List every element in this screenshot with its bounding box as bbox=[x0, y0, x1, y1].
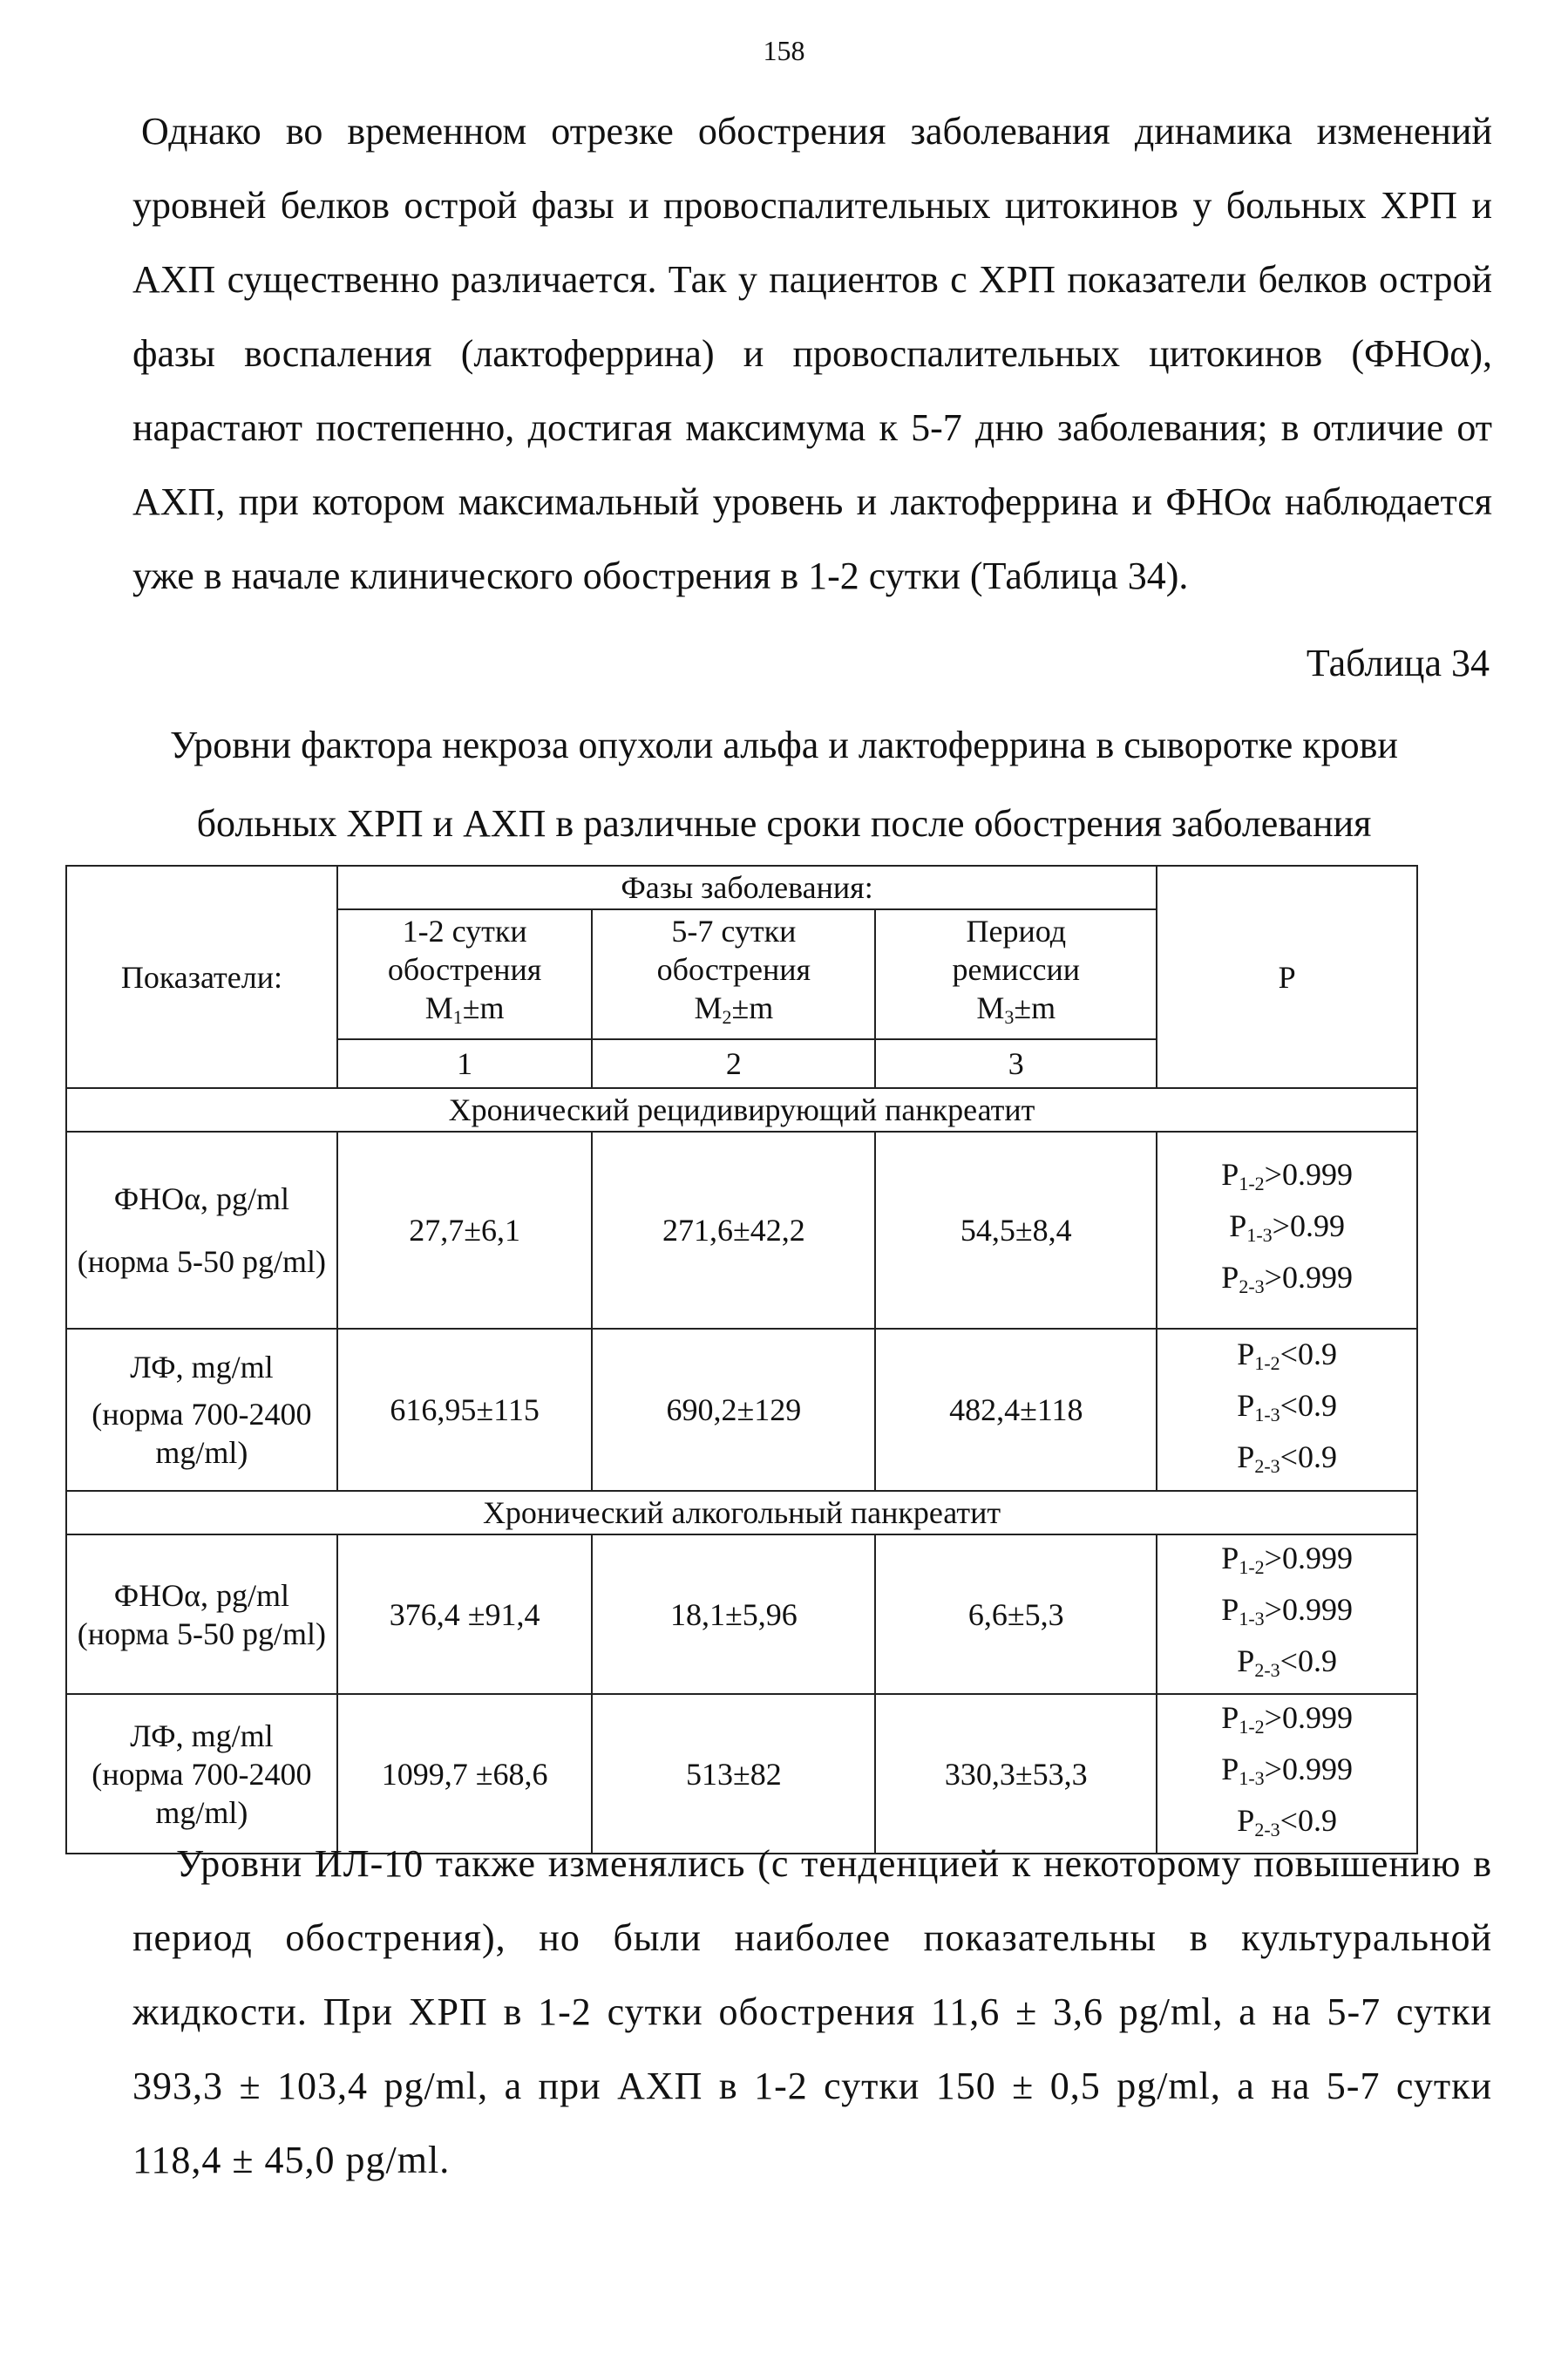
section-title: Хронический алкогольный панкреатит bbox=[66, 1491, 1417, 1534]
col-number-1: 1 bbox=[337, 1039, 593, 1088]
row-value-2: 690,2±129 bbox=[592, 1329, 875, 1491]
page-number: 158 bbox=[763, 35, 805, 66]
table-row bbox=[66, 1329, 1417, 1491]
row-p-values: $P_{1-2}<0.9$ $P_{1-3}<0.9$ $P_{2-3}<0.9$ bbox=[1157, 1329, 1417, 1491]
row-value-3: 482,4±118 bbox=[875, 1329, 1157, 1491]
data-table bbox=[65, 865, 1418, 1854]
header-phases: Фазы заболевания: bbox=[337, 866, 1157, 909]
row-p-values: $P_{1-2}>0.999$ $P_{1-3}>0.99$ $P_{2-3}>0.999$ bbox=[1157, 1132, 1417, 1329]
row-indicator: ЛФ, mg/ml (норма 700-2400 mg/ml) bbox=[66, 1694, 337, 1854]
table-row bbox=[66, 1534, 1417, 1694]
row-value-1: 616,95±115 bbox=[337, 1329, 593, 1491]
header-col-3: Период ремиссии $M_3\pm m$ bbox=[875, 909, 1157, 1039]
row-value-1: 1099,7 ±68,6 bbox=[337, 1694, 593, 1854]
paragraph-intro: Однако во временном отрезке обострения заболевания динамика изменений уровней белков острой фазы и провоспалительных цитокинов у больных ХРП и АХП существенно различается. Так у пациентов с ХРП показатели белков острой фазы воспаления (лактоферрина) и провоспалительных цитокинов (ФНОα), нарастают постепенно, достигая максимума к 5-7 дню заболевания; в отличие от АХП, при котором максимальный уровень и лактоферрина и ФНОα наблюдается уже в начале клинического обострения в 1-2 сутки (Таблица 34). bbox=[132, 110, 1492, 597]
row-indicator: ЛФ, mg/ml (норма 700-2400 mg/ml) bbox=[66, 1329, 337, 1491]
table-title bbox=[52, 706, 1516, 863]
table-number: Таблица 34 bbox=[1306, 642, 1490, 684]
row-p-values: $P_{1-2}>0.999$ $P_{1-3}>0.999$ $P_{2-3}<0.9$ bbox=[1157, 1694, 1417, 1854]
row-value-1: 376,4 ±91,4 bbox=[337, 1534, 593, 1694]
header-col-2: 5-7 сутки обострения $M_2\pm m$ bbox=[592, 909, 875, 1039]
table-title-line-1: Уровни фактора некроза опухоли альфа и лактоферрина в сыворотке крови bbox=[170, 724, 1398, 766]
row-value-3: 54,5±8,4 bbox=[875, 1132, 1157, 1329]
row-indicator: ФНОα, pg/ml (норма 5-50 pg/ml) bbox=[66, 1132, 337, 1329]
header-indicators: Показатели: bbox=[66, 866, 337, 1088]
paragraph-il10: Уровни ИЛ-10 также изменялись (с тенденцией к некоторому повышению в период обострения), но были наиболее показательны в культуральной жидкости. При ХРП в 1-2 сутки обострения 11,6 ± 3,6 pg/ml, а на 5-7 сутки 393,3 ± 103,4 pg/ml, а при АХП в 1-2 сутки 150 ± 0,5 pg/ml, а на 5-7 сутки 118,4 ± 45,0 pg/ml. bbox=[132, 1842, 1492, 2181]
table-row bbox=[66, 1132, 1417, 1329]
header-col-1: 1-2 сутки обострения $M_1\pm m$ bbox=[337, 909, 593, 1039]
row-value-2: 513±82 bbox=[592, 1694, 875, 1854]
row-value-3: 330,3±53,3 bbox=[875, 1694, 1157, 1854]
row-indicator: ФНОα, pg/ml (норма 5-50 pg/ml) bbox=[66, 1534, 337, 1694]
row-value-3: 6,6±5,3 bbox=[875, 1534, 1157, 1694]
col-number-2: 2 bbox=[592, 1039, 875, 1088]
row-value-2: 271,6±42,2 bbox=[592, 1132, 875, 1329]
row-value-1: 27,7±6,1 bbox=[337, 1132, 593, 1329]
col-number-3: 3 bbox=[875, 1039, 1157, 1088]
header-p: P bbox=[1157, 866, 1417, 1088]
row-value-2: 18,1±5,96 bbox=[592, 1534, 875, 1694]
row-p-values: $P_{1-2}>0.999$ $P_{1-3}>0.999$ $P_{2-3}<0.9$ bbox=[1157, 1534, 1417, 1694]
table-title-line-2: больных ХРП и АХП в различные сроки после обострения заболевания bbox=[196, 802, 1372, 845]
section-title: Хронический рецидивирующий панкреатит bbox=[66, 1088, 1417, 1132]
